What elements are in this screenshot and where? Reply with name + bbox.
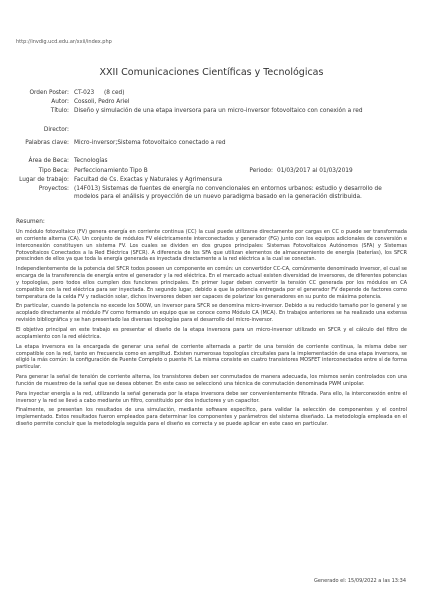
resumen-paragraph: En particular, cuando la potencia no excede los 500W, un inversor para SFCR se denomina micro-inversor. Debido a su reducido tamaño por lo general y se acoplado directamente al módulo FV como formando un equipo que se conoce como Módulo CA (MCA). En trabajos anteriores se ha realizado una extensa revisión bibliográfica y se han presentado las diversas topologías para el desarrollo del micro-inversor. <box>16 303 407 324</box>
periodo-label: Periodo: <box>249 168 273 174</box>
palabras-clave-label: Palabras clave: <box>25 140 69 146</box>
area-value: Tecnologías <box>74 158 108 164</box>
autor-value: Cossoli, Pedro Ariel <box>74 99 130 105</box>
orden-poster-extra: (8 ced) <box>104 90 125 96</box>
resumen-paragraph: Para generar la señal de tensión de corriente alterna, los transistores deben ser conmutados de manera adecuada, los mismos serán controlados con una función de muestreo de la señal que se desea obtener. En este caso se seleccionó una técnica de conmutación denominada PWM unipolar. <box>16 374 407 387</box>
resumen-paragraph: Finalmente, se presentan los resultados de una simulación, mediante software específico, para validar la selección de componentes y el control implementado. Estos resultados fueron empleados para determinar los componentes y parámetros del sistema diseñado. La metodología empleada en el diseño permite concluir que la metodología seguida para el diseño es correcta y se puede aplicar en este caso en particular. <box>16 407 407 428</box>
orden-poster-value: CT-023 <box>74 90 95 96</box>
generated-timestamp: Generado el: 15/09/2022 a las 13:34 <box>314 578 406 584</box>
lugar-value: Facultad de Cs. Exactas y Naturales y Agrimensura <box>74 177 223 183</box>
lugar-label: Lugar de trabajo: <box>19 177 69 183</box>
resumen-paragraph: Un módulo fotovoltaico (FV) genera energía en corriente continua (CC) la cual puede utilizarse directamente por cargas en CC o puede ser transformada en corriente alterna (CA). Un conjunto de módulos FV eléctricamente interconectados y generador (FG) junto con los equipos adicionales de conversión e interconexión constituyen un sistema FV. Los cuales se dividen en dos grupos principales: Sistemas Fotovoltaicos Autónomos (SFA) y Sistemas Fotovoltaicos Conectados a la Red Eléctrica (SFCR). A diferencia de los SFA que utilizan elementos de almacenamiento de energía (baterías), los SFCR prescinden de ellos ya que toda la energía generada es inyectada directamente a la red eléctrica a la cual se conectan. <box>16 229 407 263</box>
tipo-beca-label: Tipo Beca: <box>38 168 69 174</box>
resumen-paragraph: La etapa inversora es la encargada de generar una señal de corriente alternada a partir de una tensión de corriente continua, la misma debe ser compatible con la red, tanto en frecuencia como en amplitud. Existen numerosas topologías circuitales para la implementación de una etapa inversora, se eligió la más común: la configuración de Puente Completo o puente H. La misma consiste en cuatro transistores MOSFET interconectados entre sí de forma particular. <box>16 343 407 371</box>
resumen-paragraph: Para inyectar energía a la red, utilizando la señal generada por la etapa inversora debe ser convenientemente filtrada. Para ello, la interconexión entre el inversor y la red se llevó a cabo mediante un filtro, constituido por dos inductores y un capacitor. <box>16 390 407 404</box>
orden-poster-label: Orden Poster: <box>29 90 69 96</box>
resumen-label: Resumen: <box>16 219 45 225</box>
resumen-paragraph: El objetivo principal en este trabajo es presentar el diseño de la etapa inversora para un micro-inversor utilizado en SFCR y el cálculo del filtro de acoplamiento con la red eléctrica. <box>16 326 407 340</box>
tipo-beca-value: Perfeccionamiento Tipo B <box>74 168 148 174</box>
titulo-value: Diseño y simulación de una etapa inversora para un micro-inversor fotovoltaico con conexión a red <box>74 108 363 114</box>
area-label: Área de Beca: <box>28 158 69 164</box>
proyecto-label: Proyectos: <box>38 186 69 192</box>
palabras-clave-value: Micro-inversor;Sistema fotovoltaico conectado a red <box>74 140 226 146</box>
resumen-paragraph: Independientemente de la potencia del SFCR todos poseen un componente en común: un convertidor CC-CA, comúnmente denominado inversor, el cual se encarga de la transferencia de energía entre el generador y la red eléctrica. En el mercado actual existen diversidad de inversores, de diferentes potencias y topologías, pero todos ellos cumplen dos funciones principales. En primer lugar deben convertir la tensión CC generada por los módulos en CA compatible con la red eléctrica para ser inyectada. En segundo lugar, debido a que la potencia entregada por el generador FV depende de factores como temperatura de la celda FV y radiación solar, dichos inversores deben ser capaces de polarizar los generadores en su punto de máxima potencia. <box>16 266 407 300</box>
titulo-label: Título: <box>50 108 69 114</box>
proyecto-value: (14F013) Sistemas de fuentes de energía no convencionales en entornos urbanos: estudio y desarrollo de modelos para el análisis y proyección de un nuevo paradigma basado en la generación distribuida. <box>74 186 382 201</box>
autor-label: Autor: <box>51 99 69 105</box>
resumen-body <box>16 229 407 431</box>
director-label: Director: <box>43 127 69 133</box>
page-url: http://invdig.ucd.edu.ar/xxii/index.php <box>16 39 112 45</box>
periodo-value: 01/03/2017 al 01/03/2019 <box>277 168 353 174</box>
page-title: XXII Comunicaciones Científicas y Tecnológicas <box>99 67 324 78</box>
